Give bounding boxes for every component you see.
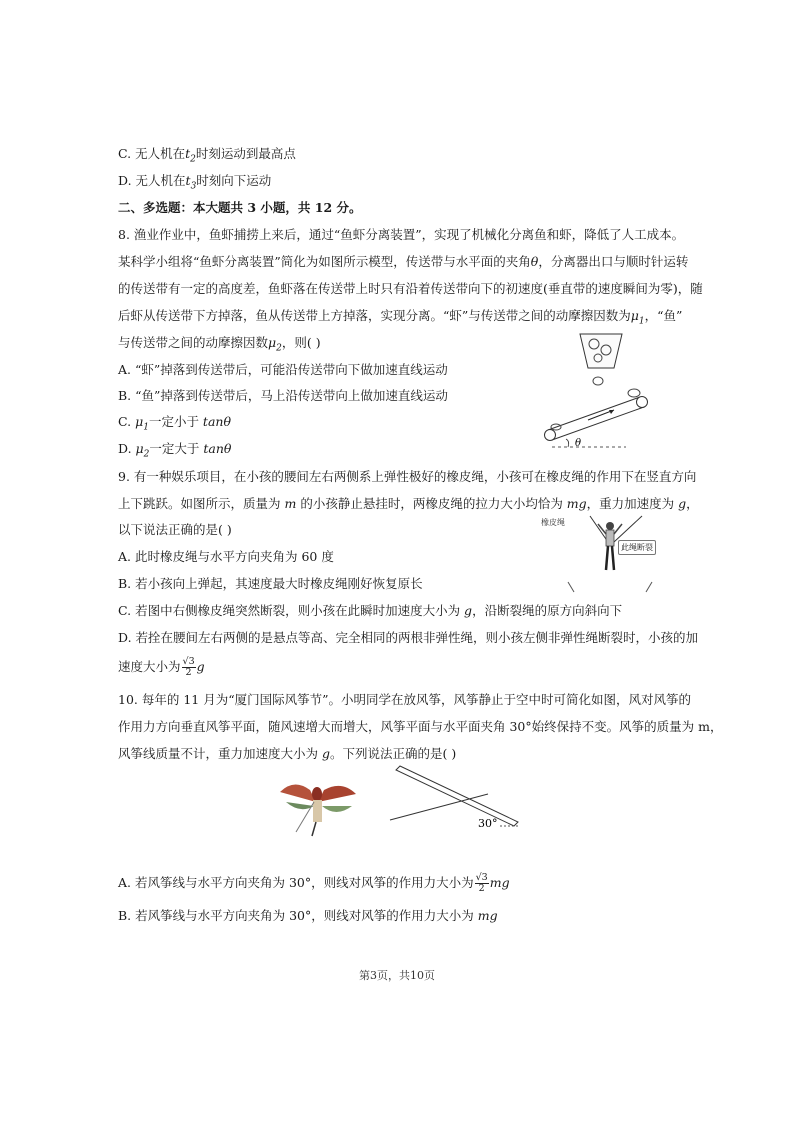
fraction-numerator: √3 bbox=[475, 872, 488, 883]
fraction-denominator: 2 bbox=[185, 667, 192, 678]
option-text: 一定小于 bbox=[148, 414, 203, 429]
option-text: 一定大于 bbox=[149, 441, 204, 456]
fraction-denominator: 2 bbox=[478, 883, 485, 894]
lower-pulley bbox=[545, 430, 556, 441]
kite-force-diagram bbox=[388, 764, 522, 832]
math-subscript: 1 bbox=[638, 316, 645, 327]
falling-shrimp-icon bbox=[593, 377, 603, 385]
math-symbol: μ bbox=[268, 335, 277, 350]
ground-mark-left bbox=[568, 582, 574, 592]
page-footer: 第3页，共10页 bbox=[359, 969, 435, 982]
stem-text: 。下列说法正确的是( ) bbox=[330, 746, 457, 761]
kite-right-lower-wing bbox=[322, 806, 352, 812]
math-subscript: 2 bbox=[276, 343, 282, 354]
math-symbol: t bbox=[185, 173, 191, 188]
theta-label: θ bbox=[575, 438, 582, 449]
stem-text: 与传送带之间的动摩擦因数 bbox=[118, 335, 269, 350]
q10-option-a bbox=[118, 873, 510, 894]
math-subscript: 1 bbox=[143, 422, 149, 433]
stem-text: ， bbox=[686, 496, 699, 511]
q9-option-c bbox=[118, 602, 622, 620]
math-symbol: μ bbox=[135, 414, 144, 429]
angle-label: 30° bbox=[478, 817, 498, 830]
q8-option-a: A. “虾”掉落到传送带后，可能沿传送带向下做加速直线运动 bbox=[118, 362, 448, 377]
q8-stem-line5 bbox=[118, 334, 321, 358]
math-subscript: 2 bbox=[190, 154, 196, 165]
option-text: ，沿断裂绳的原方向斜向下 bbox=[472, 603, 623, 618]
stem-text: ，重力加速度为 bbox=[586, 496, 679, 511]
q8-stem-line4 bbox=[118, 307, 682, 331]
math-symbol: μ bbox=[630, 308, 639, 323]
q9-option-b: B. 若小孩向上弹起，其速度最大时橡皮绳刚好恢复原长 bbox=[118, 576, 423, 591]
kite-photo-figure bbox=[276, 772, 360, 838]
rope-break-label: 此绳断裂 bbox=[618, 540, 656, 555]
q9-stem-line1: 9. 有一种娱乐项目，在小孩的腰间左右两侧系上弹性极好的橡皮绳，小孩可在橡皮绳的作用下在竖直方向 bbox=[118, 469, 697, 484]
math-symbol: m bbox=[284, 496, 297, 511]
child-head bbox=[606, 522, 614, 530]
math-symbol: mg bbox=[477, 908, 498, 923]
kite-right-wing bbox=[318, 786, 356, 802]
angle-arc bbox=[566, 439, 569, 447]
math-expression: tanθ bbox=[203, 441, 232, 456]
q9-option-d-line2 bbox=[118, 657, 205, 678]
child-body bbox=[606, 530, 614, 546]
kite-left-wing bbox=[280, 784, 316, 802]
option-text: 时刻向下运动 bbox=[196, 173, 272, 188]
left-rope bbox=[590, 516, 608, 542]
kite-tail bbox=[312, 822, 316, 836]
q8-stem-line2 bbox=[118, 253, 688, 271]
math-symbol: g bbox=[464, 603, 473, 618]
q9-option-a: A. 此时橡皮绳与水平方向夹角为 60 度 bbox=[118, 549, 334, 564]
option-text: D. bbox=[118, 441, 136, 456]
math-subscript: 2 bbox=[143, 449, 150, 460]
stem-text: 风筝线质量不计，重力加速度大小为 bbox=[118, 746, 322, 761]
math-symbol: g bbox=[321, 746, 330, 761]
math-symbol: μ bbox=[135, 441, 144, 456]
option-text: C. 无人机在 bbox=[118, 146, 186, 161]
math-symbol: g bbox=[196, 659, 205, 674]
kite-body bbox=[313, 800, 322, 822]
math-symbol: mg bbox=[489, 875, 510, 890]
q9-option-d-line1: D. 若拴在腰间左右两侧的是悬点等高、完全相同的两根非弹性绳，则小孩左侧非弹性绳断裂时，小孩的加 bbox=[118, 630, 699, 645]
q8-option-b: B. “鱼”掉落到传送带后，马上沿传送带向上做加速直线运动 bbox=[118, 388, 448, 403]
q8-option-c bbox=[118, 413, 231, 437]
math-subscript: 3 bbox=[190, 181, 197, 192]
stem-text: 某科学小组将“鱼虾分离装置”简化为如图所示模型，传送带与水平面的夹角 bbox=[118, 254, 531, 269]
q8-conveyor-figure bbox=[538, 330, 648, 455]
option-text: B. 若风筝线与水平方向夹角为 30°，则线对风筝的作用力大小为 bbox=[118, 908, 478, 923]
section-header: 二、多选题：本大题共 3 小题，共 12 分。 bbox=[118, 200, 362, 215]
kite-head bbox=[312, 787, 322, 801]
q10-option-b bbox=[118, 907, 498, 925]
stem-text: ，“鱼” bbox=[644, 308, 683, 323]
math-symbol: θ bbox=[530, 254, 539, 269]
child-right-leg bbox=[612, 546, 614, 570]
q8-option-d bbox=[118, 440, 231, 464]
upper-pulley bbox=[637, 397, 648, 408]
option-text: C. bbox=[118, 414, 136, 429]
math-expression: tanθ bbox=[202, 414, 231, 429]
math-symbol: g bbox=[678, 496, 687, 511]
rope-label: 橡皮绳 bbox=[541, 518, 565, 527]
fraction bbox=[475, 873, 489, 894]
option-d-prev bbox=[118, 172, 271, 196]
option-c-prev bbox=[118, 145, 296, 169]
option-text: C. 若图中右侧橡皮绳突然断裂，则小孩在此瞬时加速度大小为 bbox=[118, 603, 465, 618]
fish-on-belt-icon bbox=[628, 389, 640, 397]
math-symbol: mg bbox=[566, 496, 587, 511]
q10-stem-line1: 10. 每年的 11 月为“厦门国际风筝节”。小明同学在放风筝，风筝静止于空中时可简化如图，风对风筝的 bbox=[118, 692, 691, 707]
option-text: 时刻运动到最高点 bbox=[195, 146, 296, 161]
q8-stem-line3: 的传送带有一定的高度差，鱼虾落在传送带上时只有沿着传送带向下的初速度(垂直带的速度瞬间为零)，随 bbox=[118, 281, 703, 296]
option-text: D. 无人机在 bbox=[118, 173, 186, 188]
option-text: 速度大小为 bbox=[118, 659, 181, 674]
stem-text: 上下跳跃。如图所示，质量为 bbox=[118, 496, 285, 511]
stem-text: 后虾从传送带下方掉落，鱼从传送带上方掉落，实现分离。“虾”与传送带之间的动摩擦因数为 bbox=[118, 308, 631, 323]
math-symbol: t bbox=[185, 146, 191, 161]
q10-stem-line2: 作用力方向垂直风筝平面，随风速增大而增大，风筝平面与水平面夹角 30°始终保持不变。风筝的质量为 m， bbox=[118, 719, 723, 734]
child-right-arm bbox=[614, 524, 622, 534]
q8-stem-line1: 8. 渔业作业中，鱼虾捕捞上来后，通过“鱼虾分离装置”，实现了机械化分离鱼和虾，降低了人工成本。 bbox=[118, 227, 685, 242]
stem-text: ，分离器出口与顺时针运转 bbox=[538, 254, 689, 269]
stem-text: 的小孩静止悬挂时，两橡皮绳的拉力大小均恰为 bbox=[296, 496, 567, 511]
kite-plane bbox=[396, 766, 518, 826]
fraction bbox=[182, 657, 196, 678]
ground-mark-right bbox=[646, 582, 652, 592]
stem-text: ，则( ) bbox=[281, 335, 321, 350]
q10-stem-line3 bbox=[118, 745, 456, 763]
q9-bungee-figure bbox=[560, 510, 660, 602]
fraction-numerator: √3 bbox=[182, 656, 195, 667]
q9-stem-line3: 以下说法正确的是( ) bbox=[118, 522, 232, 537]
option-text: A. 若风筝线与水平方向夹角为 30°，则线对风筝的作用力大小为 bbox=[118, 875, 474, 890]
child-left-leg bbox=[606, 546, 608, 570]
